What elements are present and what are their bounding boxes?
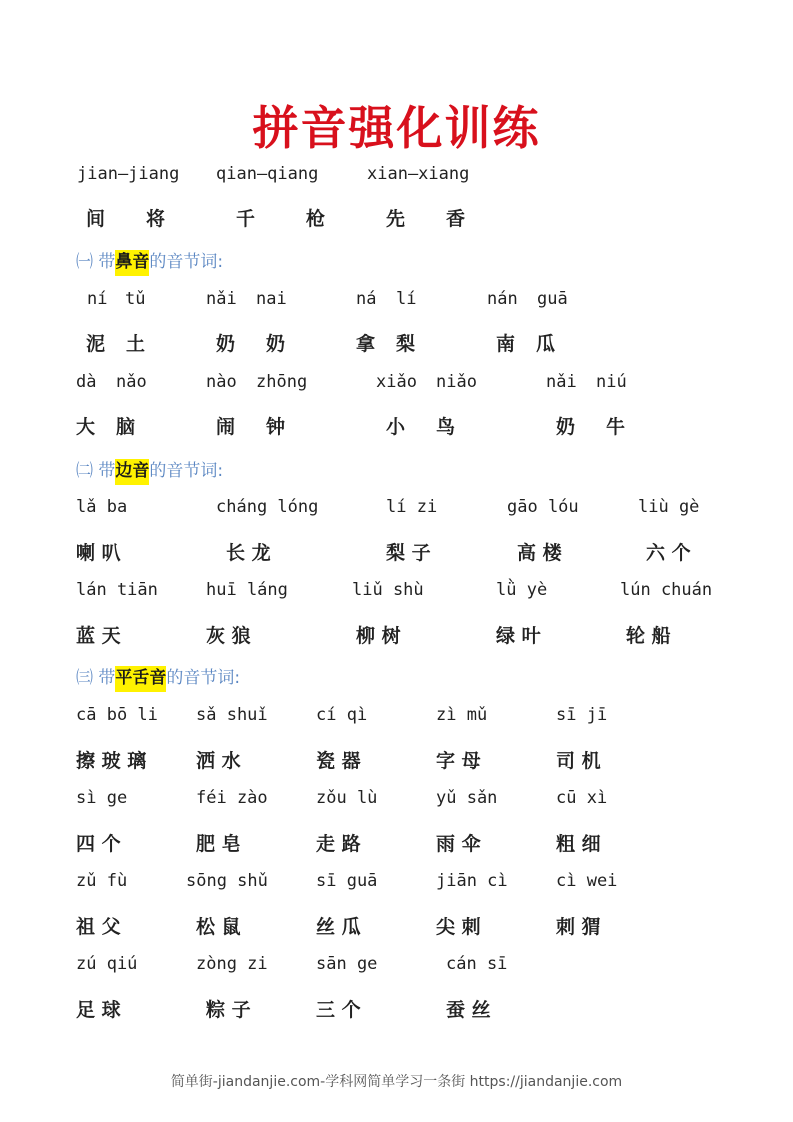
- hanzi: 蚕 丝: [446, 999, 491, 1021]
- section-prefix: 带: [98, 668, 116, 688]
- hanzi: 钟: [266, 416, 286, 438]
- hanzi: 绿 叶: [496, 625, 541, 647]
- pinyin-row: [0, 871, 793, 901]
- pinyin-pair: xian—xiang: [367, 164, 470, 184]
- hanzi: 雨 伞: [436, 833, 481, 855]
- hanzi: 粽 子: [206, 999, 251, 1021]
- hanzi: 司 机: [556, 750, 601, 772]
- hanzi: 梨 子: [386, 542, 431, 564]
- hanzi: 奶: [556, 416, 576, 438]
- pinyin: nào: [206, 372, 237, 392]
- hanzi: 蓝 天: [76, 625, 121, 647]
- pinyin: ní: [87, 289, 108, 309]
- pinyin-pair: jian—jiang: [77, 164, 180, 184]
- hanzi: 泥: [86, 333, 106, 355]
- pinyin: sī jī: [556, 705, 608, 725]
- hanzi: 牛: [606, 416, 626, 438]
- pinyin: jiān cì: [436, 871, 508, 891]
- hanzi: 拿: [356, 333, 376, 355]
- hanzi: 枪: [306, 208, 326, 230]
- section-suffix: 的音节词:: [166, 668, 241, 688]
- hanzi: 南: [496, 333, 516, 355]
- hanzi-row: [0, 912, 793, 942]
- hanzi: 轮 船: [626, 625, 671, 647]
- pinyin: cán sī: [446, 954, 508, 974]
- section-heading-flat-tongue: [76, 663, 240, 688]
- pinyin: niǎo: [436, 372, 477, 392]
- hanzi: 先: [386, 208, 406, 230]
- pinyin: cì wei: [556, 871, 618, 891]
- pinyin: huī láng: [206, 580, 288, 600]
- pinyin: sōng shǔ: [186, 871, 268, 891]
- highlighted-term: 边音: [115, 459, 149, 485]
- hanzi: 柳 树: [356, 625, 401, 647]
- section-number: ㈠: [76, 252, 93, 272]
- pinyin: ná: [356, 289, 377, 309]
- hanzi: 灰 狼: [206, 625, 251, 647]
- hanzi: 小: [386, 416, 406, 438]
- hanzi: 土: [126, 333, 146, 355]
- section-suffix: 的音节词:: [149, 461, 224, 481]
- pinyin: sī guā: [316, 871, 378, 891]
- intro-pinyin-row: [0, 164, 793, 194]
- section-number: ㈢: [76, 668, 93, 688]
- pinyin: nǎo: [116, 372, 147, 392]
- hanzi: 洒 水: [196, 750, 241, 772]
- pinyin: yǔ sǎn: [436, 788, 498, 808]
- section-heading-lateral: [76, 456, 223, 481]
- pinyin: sǎ shuǐ: [196, 705, 268, 725]
- section-prefix: 带: [98, 252, 116, 272]
- pinyin-row: [0, 372, 793, 402]
- hanzi-row: [0, 329, 793, 359]
- hanzi: 刺 猬: [556, 916, 601, 938]
- hanzi: 喇 叭: [76, 542, 121, 564]
- pinyin: nǎi: [546, 372, 577, 392]
- pinyin: dà: [76, 372, 97, 392]
- pinyin: nai: [256, 289, 287, 309]
- highlighted-term: 平舌音: [115, 666, 166, 692]
- pinyin-row: [0, 497, 793, 527]
- page-title: 拼音强化训练: [252, 101, 541, 155]
- hanzi: 六 个: [646, 542, 691, 564]
- hanzi: 足 球: [76, 999, 121, 1021]
- pinyin: tǔ: [125, 289, 146, 309]
- hanzi-row: [0, 746, 793, 776]
- hanzi: 梨: [396, 333, 416, 355]
- pinyin: zǔ fù: [76, 871, 128, 891]
- hanzi: 四 个: [76, 833, 121, 855]
- pinyin-row: [0, 705, 793, 735]
- hanzi: 瓜: [536, 333, 556, 355]
- pinyin-row: [0, 580, 793, 610]
- hanzi-row: [0, 829, 793, 859]
- pinyin: zhōng: [256, 372, 308, 392]
- hanzi: 千: [236, 208, 256, 230]
- hanzi: 走 路: [316, 833, 361, 855]
- hanzi: 大: [76, 416, 96, 438]
- hanzi: 瓷 器: [316, 750, 361, 772]
- pinyin: lún chuán: [620, 580, 713, 600]
- pinyin: guā: [537, 289, 568, 309]
- hanzi: 粗 细: [556, 833, 601, 855]
- hanzi: 奶: [216, 333, 236, 355]
- pinyin-pair: qian—qiang: [216, 164, 319, 184]
- pinyin: lán tiān: [76, 580, 158, 600]
- pinyin-row: [0, 788, 793, 818]
- hanzi: 奶: [266, 333, 286, 355]
- pinyin: lǎ ba: [76, 497, 128, 517]
- hanzi: 将: [146, 208, 166, 230]
- section-heading-nasal: [76, 247, 223, 272]
- hanzi: 间: [86, 208, 106, 230]
- pinyin: sān ge: [316, 954, 378, 974]
- pinyin: zòng zi: [196, 954, 268, 974]
- hanzi-row: [0, 538, 793, 568]
- pinyin: sì ge: [76, 788, 128, 808]
- pinyin: nǎi: [206, 289, 237, 309]
- hanzi: 肥 皂: [196, 833, 241, 855]
- pinyin: lǜ yè: [496, 580, 548, 600]
- pinyin: gāo lóu: [507, 497, 579, 517]
- pinyin: niú: [596, 372, 627, 392]
- hanzi: 鸟: [436, 416, 456, 438]
- pinyin: féi zào: [196, 788, 268, 808]
- hanzi: 字 母: [436, 750, 481, 772]
- pinyin-row: [0, 289, 793, 319]
- hanzi-row: [0, 412, 793, 442]
- hanzi: 祖 父: [76, 916, 121, 938]
- pinyin: nán: [487, 289, 518, 309]
- pinyin: liǔ shù: [352, 580, 424, 600]
- pinyin: cí qì: [316, 705, 368, 725]
- hanzi-row: [0, 995, 793, 1025]
- hanzi: 尖 刺: [436, 916, 481, 938]
- pinyin: liù gè: [638, 497, 700, 517]
- hanzi-row: [0, 621, 793, 651]
- pinyin: lí: [396, 289, 417, 309]
- hanzi: 脑: [116, 416, 136, 438]
- highlighted-term: 鼻音: [115, 250, 149, 276]
- hanzi: 擦 玻 璃: [76, 750, 147, 772]
- hanzi: 闹: [216, 416, 236, 438]
- hanzi: 长 龙: [226, 542, 271, 564]
- pinyin: zì mǔ: [436, 705, 488, 725]
- hanzi: 高 楼: [517, 542, 562, 564]
- footer-watermark: 简单街-jiandanjie.com-学科网简单学习一条街 https://jiandanjie.com: [170, 1074, 623, 1090]
- pinyin: cū xì: [556, 788, 608, 808]
- pinyin: xiǎo: [376, 372, 417, 392]
- pinyin: cháng lóng: [216, 497, 319, 517]
- hanzi: 松 鼠: [196, 916, 241, 938]
- pinyin-row: [0, 954, 793, 984]
- section-prefix: 带: [98, 461, 116, 481]
- intro-hanzi-row: [0, 204, 793, 234]
- hanzi: 香: [446, 208, 466, 230]
- pinyin: lí zi: [386, 497, 438, 517]
- hanzi: 三 个: [316, 999, 361, 1021]
- pinyin: zǒu lù: [316, 788, 378, 808]
- pinyin: zú qiú: [76, 954, 138, 974]
- pinyin: cā bō li: [76, 705, 158, 725]
- section-number: ㈡: [76, 461, 93, 481]
- section-suffix: 的音节词:: [149, 252, 224, 272]
- hanzi: 丝 瓜: [316, 916, 361, 938]
